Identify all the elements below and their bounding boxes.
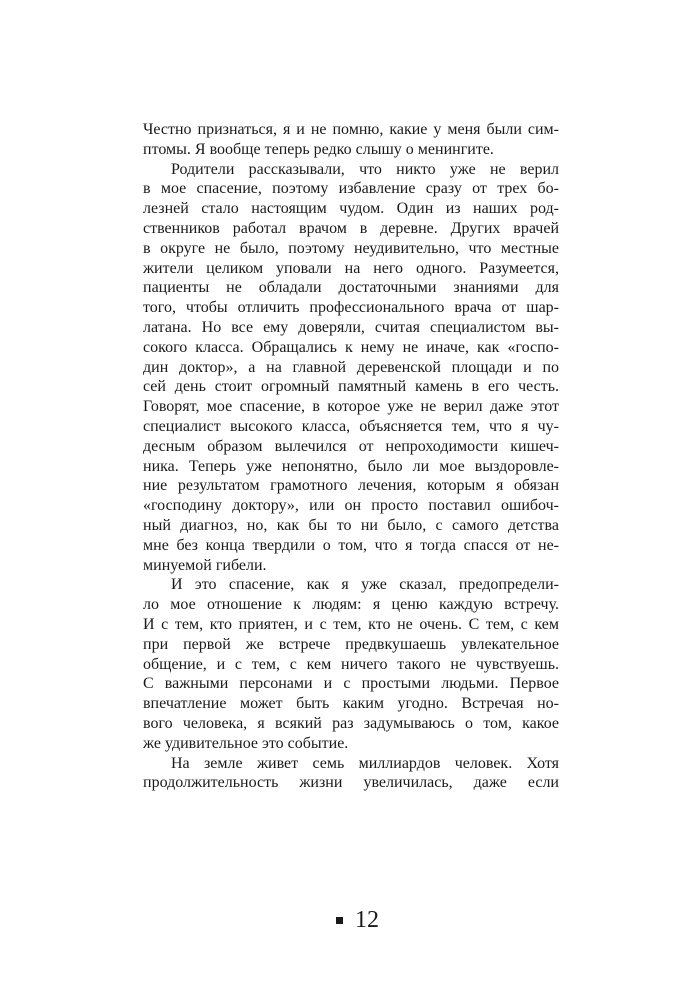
text-line: ный диагноз, но, как бы то ни было, с самого детства	[143, 516, 559, 534]
text-line: продолжительность жизни увеличилась, даже если	[143, 774, 559, 792]
bullet-icon	[336, 917, 343, 924]
text-line: специалист высокого класса, объясняется тем, что я чу-	[143, 417, 559, 435]
text-line: впечатление может быть каким угодно. Встречая но-	[143, 695, 559, 713]
body-text	[143, 120, 559, 793]
text-line: сокого класса. Обращались к нему не иначе, как «госпо-	[143, 338, 559, 356]
text-line: вого человека, я всякий раз задумываюсь о том, какое	[143, 714, 559, 732]
text-line: сей день стоит огромный памятный камень в его честь.	[143, 378, 559, 396]
paragraph	[143, 120, 559, 160]
paragraph	[143, 160, 559, 576]
text-line: десным образом вылечился от непроходимости кишеч-	[143, 437, 559, 455]
text-line: «господину доктору», или он просто поставил ошибоч-	[143, 497, 559, 515]
text-line: дин доктор», а на главной деревенской площади и по	[143, 358, 559, 376]
text-line: Родители рассказывали, что никто уже не верил	[171, 160, 559, 178]
text-line: жители целиком уповали на него одного. Разумеется,	[143, 259, 559, 277]
text-line: Говорят, мое спасение, в которое уже не верил даже этот	[143, 398, 559, 416]
text-line: И это спасение, как я уже сказал, предопредели-	[171, 576, 559, 594]
text-line: На земле живет семь миллиардов человек. Хотя	[171, 754, 559, 772]
page-footer	[336, 906, 379, 934]
text-line: в округе не было, поэтому неудивительно, что местные	[143, 239, 559, 257]
paragraph	[143, 575, 559, 753]
text-line: общение, и с тем, с кем ничего такого не чувствуешь.	[143, 655, 559, 673]
text-line: латана. Но все ему доверяли, считая специалистом вы-	[143, 318, 559, 336]
text-line: же удивительное это событие.	[143, 734, 349, 752]
text-line: минуемой гибели.	[143, 556, 267, 574]
text-line: С важными персонами и с простыми людьми. Первое	[143, 675, 559, 693]
text-line: пациенты не обладали достаточными знаниями для	[143, 279, 559, 297]
text-line: И с тем, кто приятен, и с тем, кто не очень. С тем, с кем	[143, 615, 559, 633]
text-line: ника. Теперь уже непонятно, было ли мое выздоровле-	[143, 457, 559, 475]
text-line: Честно признаться, я и не помню, какие у меня были сим-	[143, 121, 559, 138]
text-line: того, чтобы отличить профессионального врача от шар-	[143, 299, 559, 317]
text-line: птомы. Я вообще теперь редко слышу о менингите.	[143, 140, 494, 158]
text-line: ло мое отношение к людям: я ценю каждую встречу.	[143, 596, 559, 614]
text-line: при первой же встрече предвкушаешь увлекательное	[143, 635, 559, 653]
text-line: ственников работал врачом в деревне. Других врачей	[143, 219, 559, 237]
paragraph	[143, 754, 559, 794]
text-line: лезней стало настоящим чудом. Один из наших род-	[143, 200, 559, 218]
page-number: 12	[355, 907, 379, 933]
text-line: ние результатом грамотного лечения, которым я обязан	[143, 477, 559, 495]
text-line: мне без конца твердили о том, что я тогда спасся от не-	[143, 536, 559, 554]
text-line: в мое спасение, поэтому избавление сразу от трех бо-	[143, 180, 559, 198]
